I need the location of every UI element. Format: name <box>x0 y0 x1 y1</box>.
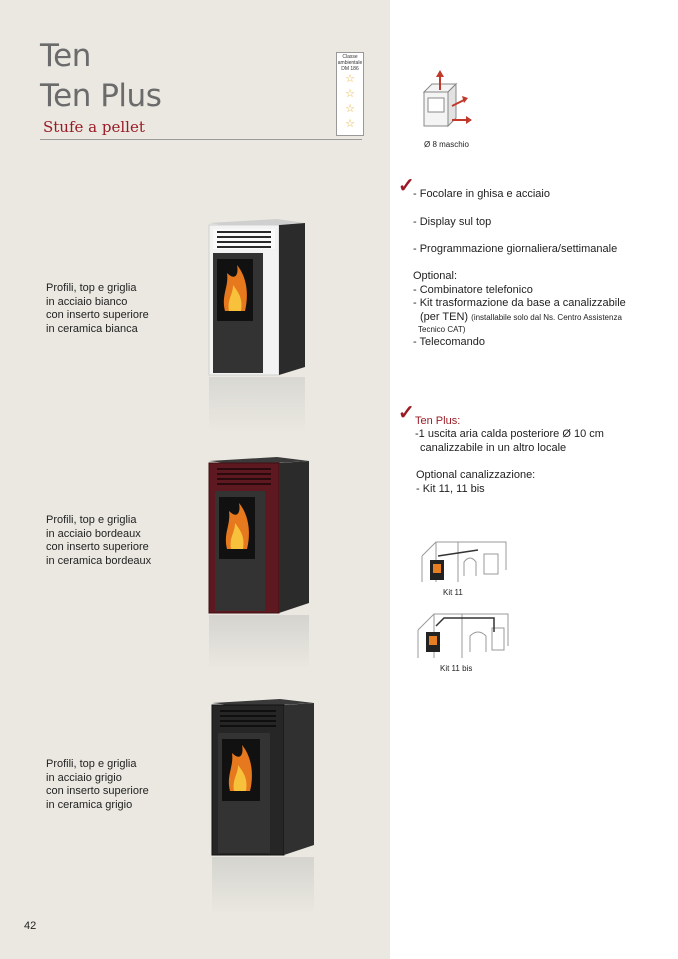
page-number: 42 <box>24 920 37 932</box>
optional-title: Optional: <box>413 270 458 282</box>
star-icon: ☆ <box>345 118 355 130</box>
flue-outlet-diagram <box>418 70 474 138</box>
product-title-ten-plus: Ten Plus <box>40 78 162 114</box>
stove-image-white <box>205 215 310 435</box>
optional-item: - Combinatore telefonico <box>413 284 533 296</box>
ten-plus-line: canalizzabile in un altro locale <box>420 442 567 454</box>
product-caption-grigio: Profili, top e griglia in acciaio grigio con inserto superiore in ceramica grigio <box>46 758 149 811</box>
optional-item-note: Tecnico CAT) <box>418 325 466 334</box>
stove-image-grigio <box>210 697 316 917</box>
optional-item: - Telecomando <box>413 336 485 348</box>
title-divider <box>40 139 362 140</box>
optional-item-per-ten: (per TEN) (installabile solo dal Ns. Centro Assistenza <box>420 311 622 323</box>
star-icon: ☆ <box>345 103 355 115</box>
stove-image-bordeaux <box>207 455 313 670</box>
ten-plus-optional-title: Optional canalizzazione: <box>416 469 536 481</box>
star-icon: ☆ <box>345 73 355 85</box>
feature-item: - Focolare in ghisa e acciaio <box>413 188 550 200</box>
checkmark-icon: ✓ <box>398 175 415 197</box>
feature-item: - Programmazione giornaliera/settimanale <box>413 243 618 255</box>
ten-plus-line: -1 uscita aria calda posteriore Ø 10 cm <box>415 428 604 440</box>
ten-plus-optional-item: - Kit 11, 11 bis <box>416 483 485 495</box>
product-subtitle: Stufe a pellet <box>43 118 145 136</box>
optional-item: - Kit trasformazione da base a canalizzabile <box>413 297 626 309</box>
environmental-class-badge <box>336 52 364 136</box>
feature-item: - Display sul top <box>413 216 492 228</box>
checkmark-icon: ✓ <box>398 402 415 424</box>
product-caption-white: Profili, top e griglia in acciaio bianco con inserto superiore in ceramica bianca <box>46 282 149 335</box>
kit-11-bis-diagram <box>414 608 512 662</box>
kit-label: Kit 11 <box>443 588 463 597</box>
badge-text: Classe ambientale DM 186 <box>337 54 363 72</box>
ten-plus-title: Ten Plus: <box>415 415 461 427</box>
product-caption-bordeaux: Profili, top e griglia in acciaio bordeaux con inserto superiore in ceramica bordeaux <box>46 514 152 567</box>
flue-label: Ø 8 maschio <box>424 140 469 149</box>
star-icon: ☆ <box>345 88 355 100</box>
kit-11-diagram <box>418 536 510 586</box>
product-title-ten: Ten <box>40 38 91 74</box>
kit-label: Kit 11 bis <box>440 664 473 673</box>
